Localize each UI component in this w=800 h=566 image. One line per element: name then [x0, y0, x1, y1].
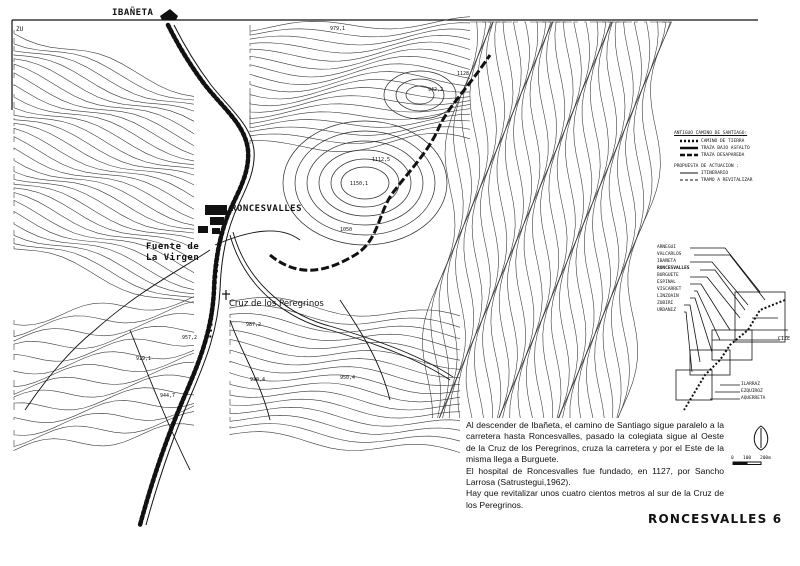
- scale-label: 100: [743, 456, 752, 461]
- label-roncesvalles: RONCESVALLES: [231, 204, 303, 214]
- elevation-label: 1050: [340, 227, 353, 233]
- legend-item: TRAZA DESAPAREDA: [701, 153, 745, 158]
- inset-town: LINZOAIN: [657, 294, 679, 299]
- elevation-label: 1150,1: [350, 181, 369, 187]
- contour-lines: [14, 17, 672, 453]
- inset-town: BURGUETE: [657, 273, 679, 278]
- roads: [25, 231, 453, 470]
- inset-cize: CIZE: [778, 336, 791, 342]
- inset-town: ILARRAZ: [741, 382, 760, 387]
- label-fuente-line2: La Virgen: [146, 253, 200, 263]
- elevation-label: 944,7: [160, 393, 176, 399]
- inset-town: ARNEGUI: [657, 245, 676, 250]
- label-cruz: Cruz de los Peregrinos: [229, 299, 324, 309]
- inset-town: VALCARLOS: [657, 252, 682, 257]
- elevation-label: 919,1: [136, 356, 152, 362]
- label-zu: ZU: [16, 26, 24, 33]
- ibaneta-marker: [160, 9, 178, 20]
- label-ibaneta: IBAÑETA: [112, 8, 154, 18]
- inset-town: RONCESVALLES: [657, 266, 690, 271]
- scale-label: 0: [731, 456, 734, 461]
- inset-town: ZUBIRI: [657, 301, 674, 306]
- inset-town: ESPINAL: [657, 280, 676, 285]
- legend-heading: ANTIGUO CAMINO DE SANTIAGO:: [674, 131, 748, 136]
- elevation-label: 957,2: [182, 335, 198, 341]
- description-text: [462, 418, 728, 513]
- elevation-label: 942,2: [428, 87, 444, 93]
- scale-label: 200m: [760, 456, 771, 461]
- elevation-label: 979,1: [330, 26, 346, 32]
- page-title: RONCESVALLES 6: [648, 512, 783, 526]
- legend-proposal-item: ITINERARIO: [701, 171, 729, 176]
- inset-town: VISCARRET: [657, 287, 682, 292]
- legend-item: TRAZA BAJO ASFALTO: [701, 146, 750, 151]
- description-paragraph: Hay que revitalizar unos cuatro cientos metros al sur de la Cruz de los Peregrinos.: [466, 488, 724, 510]
- description-paragraph: Al descender de Ibañeta, el camino de Santiago sigue paralelo a la carretera hasta Roncesvalles, pasado la colegiata sigue al Oeste de la Cruz de los Peregrinos, cruza la carretera y por el Este de la misma llega a Burguete.: [466, 420, 724, 465]
- north-arrow-icon: [754, 426, 768, 450]
- legend-proposal-heading: PROPUESTA DE ACTUACION :: [674, 164, 740, 169]
- inset-town: AQUERRETA: [741, 396, 766, 401]
- inset-diagram: [676, 248, 791, 410]
- legend-symbols: [680, 141, 698, 180]
- legend-proposal-item: TRAMO A REVITALIZAR: [701, 178, 753, 183]
- elevation-label: 930,4: [250, 377, 266, 383]
- elevation-label: 1128: [457, 71, 470, 77]
- description-paragraph: El hospital de Roncesvalles fue fundado, en 1127, por Sancho Larrosa (Satrustegui,1962).: [466, 465, 724, 488]
- legend-item: CAMINO DE TIERRA: [701, 139, 745, 144]
- inset-town: IBAÑETA: [657, 259, 676, 264]
- elevation-label: 1112,5: [372, 157, 391, 163]
- inset-town: URDANIZ: [657, 308, 676, 313]
- scale-bar: [733, 462, 761, 465]
- label-fuente-line1: Fuente de: [146, 242, 200, 252]
- elevation-label: 950,4: [340, 375, 356, 381]
- elevation-label: 987,2: [246, 322, 262, 328]
- inset-town: EZQUIROZ: [741, 389, 763, 394]
